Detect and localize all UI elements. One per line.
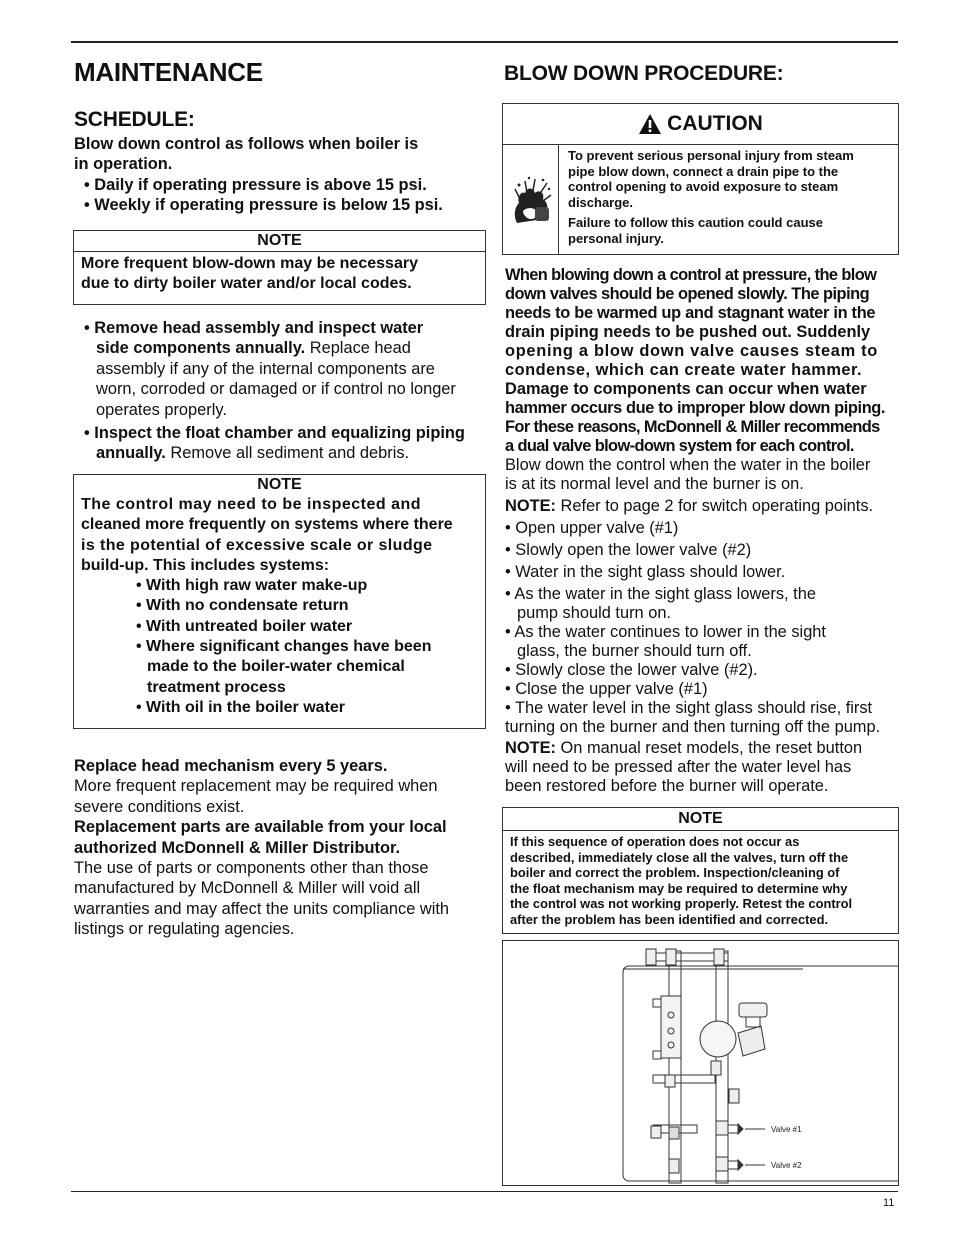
- bold-line: hammer occurs due to improper blow down piping.: [505, 399, 886, 417]
- bottom-rule: [71, 1191, 898, 1192]
- replace-line: More frequent replacement may be required when: [74, 777, 438, 796]
- bullet-bold-text: • Inspect the float chamber and equalizing piping: [84, 424, 465, 443]
- left-column: [74, 57, 489, 88]
- bold-line: drain piping needs to be pushed out. Suddenly: [505, 323, 871, 341]
- piping-diagram: [502, 940, 899, 1186]
- schedule-intro-line: Blow down control as follows when boiler is: [74, 135, 419, 153]
- caution-box: [502, 103, 899, 255]
- bold-line: opening a blow down valve causes steam to: [505, 342, 878, 360]
- bold-line: needs to be warmed up and stagnant water in the: [505, 304, 876, 322]
- step-item: • Close the upper valve (#1): [505, 680, 708, 698]
- note-list-item: • Where significant changes have been: [136, 638, 432, 656]
- blowdown-heading: BLOW DOWN PROCEDURE:: [504, 62, 784, 85]
- page-number: 11: [883, 1197, 895, 1209]
- caution-header: [503, 104, 898, 145]
- step-item: turning on the burner and then turning off the pump.: [505, 718, 881, 736]
- bold-line: For these reasons, McDonnell & Miller recommends: [505, 418, 880, 436]
- blowdown-steps-section: [505, 456, 900, 796]
- note-list-item: • With no condensate return: [136, 597, 349, 615]
- schedule-intro-line: in operation.: [74, 155, 173, 174]
- steam-burn-icon: [503, 145, 559, 254]
- note-text: will need to be pressed after the water level has: [505, 758, 852, 776]
- page-title: MAINTENANCE: [74, 57, 263, 87]
- note-list-item: • With oil in the boiler water: [136, 698, 346, 716]
- note-line: due to dirty boiler water and/or local codes.: [81, 275, 412, 293]
- bold-line: Damage to components can occur when water: [505, 380, 867, 398]
- note-heading: NOTE: [74, 231, 485, 252]
- step-item: • Slowly close the lower valve (#2).: [505, 661, 758, 679]
- note-line: More frequent blow-down may be necessary: [81, 255, 418, 272]
- step-item: glass, the burner should turn off.: [517, 642, 752, 660]
- step-item: • As the water in the sight glass lowers, the: [505, 585, 816, 603]
- note-box-3: [502, 807, 899, 934]
- note-list-item: • With untreated boiler water: [136, 617, 353, 635]
- warning-triangle-icon: [638, 113, 662, 135]
- blowdown-bold-paragraph: [505, 266, 900, 456]
- parts-line: warranties and may affect the units compliance with: [74, 899, 450, 918]
- bullet-text: operates properly.: [96, 400, 227, 419]
- intro-line: is at its normal level and the burner is on.: [505, 475, 804, 493]
- parts-bold-line: Replacement parts are available from your local: [74, 818, 447, 837]
- bullet-text: worn, corroded or damaged or if control no longer: [96, 380, 456, 399]
- replace-line: severe conditions exist.: [74, 797, 245, 816]
- note-list-item: treatment process: [147, 678, 286, 696]
- schedule-heading: SCHEDULE:: [74, 108, 195, 131]
- caution-line: personal injury.: [568, 230, 664, 246]
- note-list-item: made to the boiler-water chemical: [147, 658, 405, 676]
- bullet-bold-text: • Remove head assembly and inspect water: [84, 319, 424, 337]
- list-item: [84, 423, 489, 464]
- note-label: NOTE:: [505, 739, 556, 757]
- top-rule: [71, 41, 898, 43]
- step-item: • Slowly open the lower valve (#2): [505, 541, 752, 559]
- bold-line: a dual valve blow-down system for each control.: [505, 437, 854, 455]
- note-text: On manual reset models, the reset button: [556, 739, 863, 757]
- boiler-piping-illustration: [503, 941, 898, 1185]
- step-item: pump should turn on.: [517, 604, 671, 622]
- step-item: • Water in the sight glass should lower.: [505, 563, 786, 581]
- note-line: the float mechanism may be required to determine why: [510, 880, 848, 896]
- note-text: Refer to page 2 for switch operating points.: [556, 497, 874, 515]
- replacement-section: [74, 756, 494, 940]
- note-line: boiler and correct the problem. Inspection/cleaning of: [510, 865, 840, 881]
- step-item: • The water level in the sight glass should rise, first: [505, 699, 873, 717]
- caution-line: discharge.: [568, 194, 634, 210]
- bullet-bold-text: side components annually.: [96, 339, 306, 358]
- step-item: • Open upper valve (#1): [505, 519, 679, 537]
- bullet-text: Remove all sediment and debris.: [165, 444, 410, 463]
- note-line: described, immediately close all the valves, turn off the: [510, 849, 849, 865]
- note-line: build-up. This includes systems:: [81, 556, 330, 574]
- parts-line: The use of parts or components other than those: [74, 859, 429, 878]
- bullet-bold-text: annually.: [96, 444, 166, 463]
- inspect-list: [84, 318, 489, 464]
- note-line: If this sequence of operation does not occur as: [510, 834, 800, 849]
- bullet-text: Replace head: [305, 339, 411, 358]
- note-list-item: • With high raw water make-up: [136, 577, 368, 595]
- bold-line: down valves should be opened slowly. The piping: [505, 285, 870, 303]
- note-text: been restored before the burner will operate.: [505, 777, 829, 795]
- note-line: The control may need to be inspected and: [81, 496, 422, 513]
- valve-1-label: Valve #1: [771, 1125, 802, 1134]
- caution-line: Failure to follow this caution could cause: [568, 215, 823, 231]
- note-line: cleaned more frequently on systems where there: [81, 516, 453, 534]
- caution-line: pipe blow down, connect a drain pipe to the: [568, 163, 839, 179]
- parts-line: manufactured by McDonnell & Miller will void all: [74, 879, 421, 898]
- note-box-2: [73, 474, 486, 729]
- parts-bold-line: authorized McDonnell & Miller Distributor.: [74, 838, 401, 857]
- caution-line: control opening to avoid exposure to steam: [568, 179, 839, 195]
- caution-label: CAUTION: [667, 112, 763, 135]
- valve-2-label: Valve #2: [771, 1161, 802, 1170]
- note-label: NOTE:: [505, 497, 556, 515]
- note-heading: NOTE: [503, 808, 898, 831]
- bullet-text: assembly if any of the internal components are: [96, 359, 435, 378]
- note-line: the control was not working properly. Retest the control: [510, 896, 853, 912]
- note-line: is the potential of excessive scale or sludge: [81, 536, 433, 554]
- replace-heading: Replace head mechanism every 5 years.: [74, 757, 388, 775]
- note-box-1: [73, 230, 486, 305]
- note-line: after the problem has been identified and corrected.: [510, 911, 829, 927]
- caution-line: To prevent serious personal injury from steam: [568, 148, 854, 163]
- parts-line: listings or regulating agencies.: [74, 920, 295, 939]
- schedule-bullet: • Weekly if operating pressure is below 15 psi.: [84, 196, 443, 215]
- blowdown-header: [504, 62, 899, 86]
- step-item: • As the water continues to lower in the sight: [505, 623, 826, 641]
- intro-line: Blow down the control when the water in the boiler: [505, 456, 871, 474]
- note-heading: NOTE: [257, 476, 302, 493]
- schedule-section: [74, 108, 494, 216]
- bold-line: When blowing down a control at pressure, the blow: [505, 266, 877, 284]
- list-item: [84, 318, 489, 420]
- bold-line: condense, which can create water hammer.: [505, 361, 863, 379]
- schedule-bullet: • Daily if operating pressure is above 15 psi.: [84, 175, 427, 194]
